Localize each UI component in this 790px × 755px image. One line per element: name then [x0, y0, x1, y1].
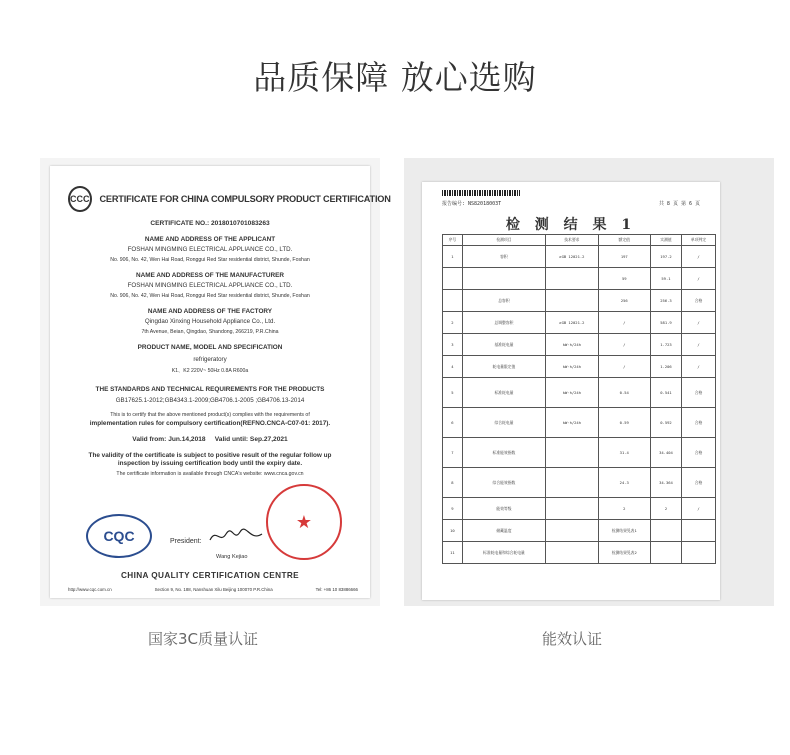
manufacturer-name: FOSHAN MINGMING ELECTRICAL APPLIANCE CO., LTD.	[127, 282, 293, 289]
table-cell: 11	[443, 542, 463, 564]
table-cell: ≥GB 12021.2	[546, 312, 598, 334]
issuing-centre: CHINA QUALITY CERTIFICATION CENTRE	[120, 571, 300, 580]
footer-address: Section 9, No. 188, Nanshuan Xilu Beijing 100070 P.R.China	[154, 587, 273, 592]
applicant-address: No. 906, No. 42, Wen Hai Road, Ronggui Red Star residential district, Shunde, Foshan	[110, 257, 310, 263]
energy-report-panel	[404, 158, 774, 606]
table-cell	[546, 498, 598, 520]
table-cell: 9	[443, 498, 463, 520]
energy-test-report	[422, 182, 720, 600]
table-cell	[682, 542, 716, 564]
table-cell: 0.54	[598, 378, 650, 408]
table-cell: 2	[650, 498, 681, 520]
table-cell	[462, 268, 545, 290]
certificate-number: CERTIFICATE NO.: 2018010701083263	[150, 220, 270, 227]
table-row	[443, 356, 716, 378]
report-number: 报告编号: NS82018003T	[442, 201, 502, 207]
barcode-icon	[442, 190, 520, 196]
report-title: 检 测 结 果 1	[505, 217, 637, 233]
table-cell: 检测项目	[462, 235, 545, 246]
table-cell: 序号	[443, 235, 463, 246]
product-spec: K1、K2 220V~ 50Hz 0.8A R600a	[171, 368, 249, 374]
table-cell	[650, 520, 681, 542]
validity-dates	[50, 436, 370, 443]
table-cell	[546, 438, 598, 468]
president-label: President:	[170, 538, 202, 545]
table-cell: /	[598, 356, 650, 378]
table-cell: 标准耗电量和综合耗电量	[462, 542, 545, 564]
standards: GB17625.1-2012;GB4343.1-2009;GB4706.1-2005 ;GB4706.13-2014	[115, 397, 305, 404]
signature-name: Wang Kejiao	[216, 554, 248, 560]
table-row	[443, 468, 716, 498]
table-cell: 合格	[682, 468, 716, 498]
table-row	[443, 408, 716, 438]
table-cell: 容积	[462, 246, 545, 268]
table-cell	[650, 542, 681, 564]
table-cell: 197	[598, 246, 650, 268]
table-cell: 34.364	[650, 468, 681, 498]
caption-ccc: 国家3C质量认证	[148, 630, 259, 648]
table-cell: 24.3	[598, 468, 650, 498]
table-cell: ≥GB 12021.2	[546, 246, 598, 268]
table-row	[443, 438, 716, 468]
product-label: PRODUCT NAME, MODEL AND SPECIFICATION	[137, 344, 283, 351]
table-cell: 基准耗电量	[462, 334, 545, 356]
table-cell: 31.4	[598, 438, 650, 468]
table-cell: 耗电量限定值	[462, 356, 545, 378]
footer-tel: Tel: +86 10 83886666	[315, 587, 358, 592]
table-cell: 5	[443, 378, 463, 408]
manufacturer-label: NAME AND ADDRESS OF THE MANUFACTURER	[136, 272, 284, 279]
validity-note-2: inspection by issuing certification body until the expiry date.	[117, 460, 303, 467]
table-cell: 能效等级	[462, 498, 545, 520]
ccc-certificate	[50, 166, 391, 598]
table-cell: /	[682, 268, 716, 290]
factory-address: 7th Avenue, Beian, Qingdao, Shandong, 266219, P.R.China	[141, 329, 279, 335]
table-cell: 256.3	[650, 290, 681, 312]
table-cell: 1	[443, 246, 463, 268]
page-title: 品质保障 放心选购	[253, 58, 537, 97]
table-row	[443, 246, 716, 268]
applicant-name: FOSHAN MINGMING ELECTRICAL APPLIANCE CO., LTD.	[127, 246, 293, 253]
table-row	[443, 520, 716, 542]
table-cell	[443, 290, 463, 312]
table-row	[443, 498, 716, 520]
footer-website: http://www.cqc.com.cn	[68, 587, 112, 592]
table-cell: 0.541	[650, 378, 681, 408]
valid-from: Valid from: Jun.14,2018	[132, 436, 206, 443]
table-cell: kW·h/24h	[546, 378, 598, 408]
table-cell: 2	[598, 498, 650, 520]
table-cell: 总调整容积	[462, 312, 545, 334]
caption-energy: 能效认证	[542, 630, 603, 648]
certificate-panel	[40, 158, 391, 606]
standards-label: THE STANDARDS AND TECHNICAL REQUIREMENTS FOR THE PRODUCTS	[95, 386, 325, 393]
table-cell: /	[682, 356, 716, 378]
table-cell: /	[682, 312, 716, 334]
cqc-logo-icon: CQC	[86, 514, 152, 558]
certificate-heading: CERTIFICATE FOR CHINA COMPULSORY PRODUCT CERTIFICATION	[99, 194, 391, 204]
ccc-logo-icon: CCC	[68, 186, 92, 212]
table-row	[443, 334, 716, 356]
table-cell: 34.404	[650, 438, 681, 468]
table-cell: 实测值	[650, 235, 681, 246]
table-cell: 合格	[682, 378, 716, 408]
factory-label: NAME AND ADDRESS OF THE FACTORY	[147, 308, 273, 315]
manufacturer-address: No. 906, No. 42, Wen Hai Road, Ronggui Red Star residential district, Shunde, Foshan	[110, 293, 310, 299]
table-row	[443, 290, 716, 312]
table-cell: 7	[443, 438, 463, 468]
table-row	[443, 378, 716, 408]
table-cell: 总容积	[462, 290, 545, 312]
table-cell	[546, 290, 598, 312]
table-cell	[546, 268, 598, 290]
table-cell: 2	[443, 312, 463, 334]
table-cell: /	[682, 246, 716, 268]
official-seal-icon	[266, 484, 342, 560]
table-cell: 合格	[682, 408, 716, 438]
table-cell	[546, 468, 598, 498]
factory-name: Qingdao Xinxing Household Appliance Co., Ltd.	[144, 318, 276, 325]
table-cell: 1.723	[650, 334, 681, 356]
table-row	[443, 235, 716, 246]
table-cell: /	[682, 334, 716, 356]
table-cell: 59.1	[650, 268, 681, 290]
table-cell: 6	[443, 408, 463, 438]
certificate-footer	[68, 587, 358, 592]
report-meta	[442, 200, 700, 207]
table-cell: kW·h/24h	[546, 356, 598, 378]
table-cell: 检测结果见表2	[598, 542, 650, 564]
valid-until: Valid until: Sep.27,2021	[214, 436, 288, 443]
results-table	[442, 234, 716, 564]
table-cell: 标准能效指数	[462, 438, 545, 468]
table-cell: 综合能效指数	[462, 468, 545, 498]
table-cell: kW·h/24h	[546, 408, 598, 438]
table-cell: 技术要求	[546, 235, 598, 246]
seal-star: ★	[295, 512, 313, 532]
table-cell	[546, 520, 598, 542]
table-cell	[443, 268, 463, 290]
table-cell: 单项判定	[682, 235, 716, 246]
signature-icon	[208, 526, 264, 546]
table-cell: /	[682, 498, 716, 520]
table-cell: 4	[443, 356, 463, 378]
table-cell: 59	[598, 268, 650, 290]
table-cell	[682, 520, 716, 542]
table-cell: 储藏温度	[462, 520, 545, 542]
table-cell: 10	[443, 520, 463, 542]
table-row	[443, 542, 716, 564]
report-page-info: 共 8 页 第 6 页	[658, 201, 700, 207]
table-cell: 合格	[682, 290, 716, 312]
certify-line-1: This is to certify that the above mentioned product(s) complies with the requirements of	[110, 412, 310, 418]
table-cell: 综合耗电量	[462, 408, 545, 438]
table-row	[443, 268, 716, 290]
info-note: The certificate information is available through CNCA's website: www.cnca.gov.cn	[116, 471, 304, 477]
table-cell: 581.9	[650, 312, 681, 334]
table-cell: 标准耗电量	[462, 378, 545, 408]
table-cell: 1.206	[650, 356, 681, 378]
table-row	[443, 312, 716, 334]
table-cell: 检测结果见表1	[598, 520, 650, 542]
certify-line-2: implementation rules for compulsory certification(REFNO.CNCA-C07-01: 2017).	[89, 420, 331, 427]
table-cell: 合格	[682, 438, 716, 468]
certificate-header	[68, 186, 391, 212]
table-cell: 197.2	[650, 246, 681, 268]
table-cell: 0.592	[650, 408, 681, 438]
table-cell: kW·h/24h	[546, 334, 598, 356]
table-cell	[546, 542, 598, 564]
validity-note-1: The validity of the certificate is subject to positive result of the regular follow up	[88, 452, 332, 459]
table-cell: 额定值	[598, 235, 650, 246]
table-cell: 0.59	[598, 408, 650, 438]
table-cell: 256	[598, 290, 650, 312]
product-name: refrigeratory	[193, 356, 227, 363]
applicant-label: NAME AND ADDRESS OF THE APPLICANT	[144, 236, 276, 243]
table-cell: /	[598, 312, 650, 334]
table-cell: 8	[443, 468, 463, 498]
table-cell: 3	[443, 334, 463, 356]
table-cell: /	[598, 334, 650, 356]
